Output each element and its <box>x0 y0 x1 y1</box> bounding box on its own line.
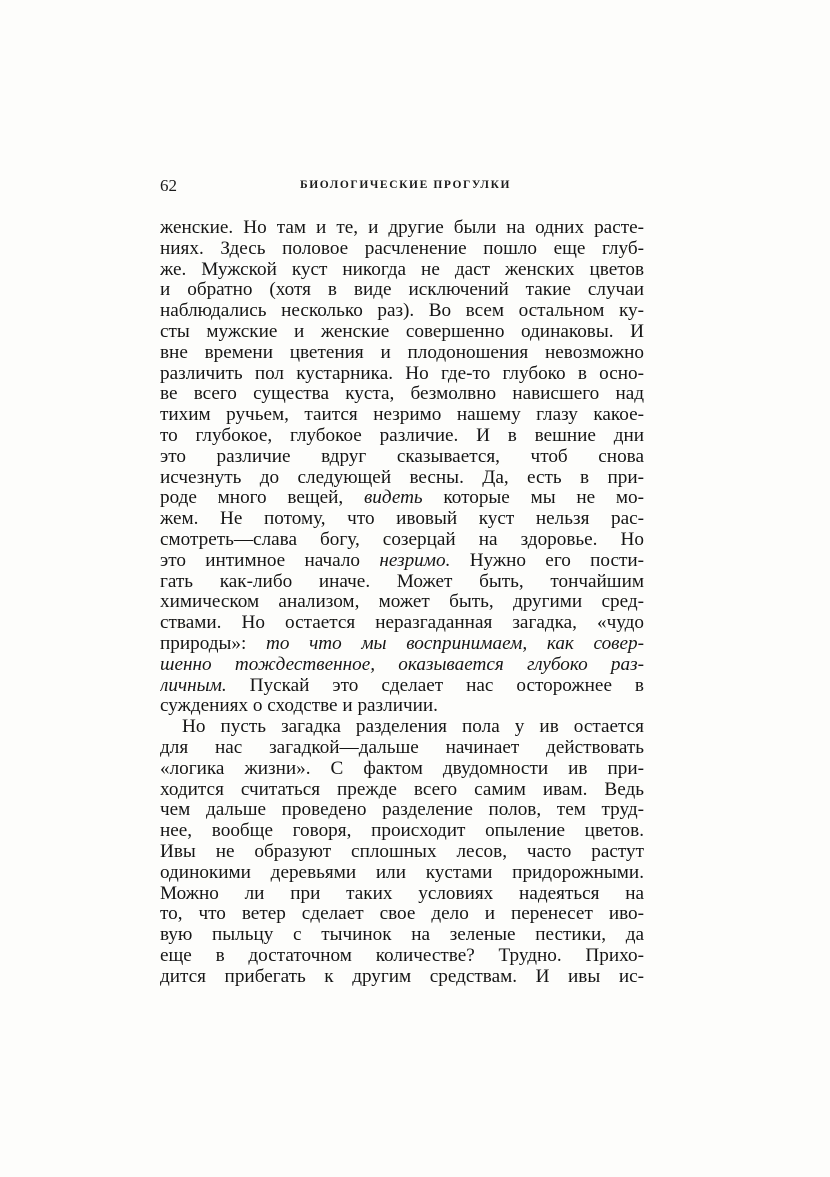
italic-emphasis: шенно тождественное, оказывается глубоко раз- <box>160 654 644 675</box>
text-line <box>160 301 644 322</box>
line-text: вне времени цветения и плодоношения невозможно <box>160 342 644 363</box>
text-line <box>160 405 644 426</box>
line-text: женские. Но там и те, и другие были на одних расте- <box>160 218 644 238</box>
text-line <box>160 821 644 842</box>
text-line <box>160 904 644 925</box>
italic-emphasis: личным. <box>160 675 227 696</box>
text-line <box>160 530 644 551</box>
line-text: вую пыльцу с тычинок на зеленые пестики, да <box>160 925 644 946</box>
text-line <box>160 717 644 738</box>
line-text: дится прибегать к другим средствам. И ивы ис- <box>160 966 644 987</box>
line-text: Ивы не образуют сплошных лесов, часто растут <box>160 841 644 862</box>
line-text: роде много вещей, <box>160 488 364 509</box>
text-line <box>160 239 644 260</box>
line-text: природы»: <box>160 633 266 654</box>
line-text: «логика жизни». С фактом двудомности ив при- <box>160 758 644 779</box>
line-text: тихим ручьем, таится незримо нашему глазу какое- <box>160 405 644 426</box>
line-text: ве всего существа куста, безмолвно нависшего над <box>160 384 644 405</box>
line-text: то глубокое, глубокое различие. И в вешние дни <box>160 425 644 446</box>
text-line <box>160 592 644 613</box>
line-text: Можно ли при таких условиях надеяться на <box>160 883 644 904</box>
text-line <box>160 842 644 863</box>
line-text: и обратно (хотя в виде исключений такие случаи <box>160 280 644 301</box>
italic-emphasis: видеть <box>363 488 423 509</box>
body-text <box>160 218 644 987</box>
text-line <box>160 572 644 593</box>
line-text: Пускай это сделает нас осторожнее в <box>226 675 644 696</box>
italic-emphasis: то что мы воспринимаем, как совер- <box>265 633 644 654</box>
text-line <box>160 967 644 988</box>
line-text: для нас загадкой—дальше начинает действовать <box>160 737 644 758</box>
line-text: ствами. Но остается неразгаданная загадка, «чудо <box>160 613 644 634</box>
text-line <box>160 655 644 676</box>
text-line <box>160 696 644 717</box>
line-text: исчезнуть до следующей весны. Да, есть в при- <box>160 467 644 488</box>
running-title: БИОЛОГИЧЕСКИЕ ПРОГУЛКИ <box>300 179 512 191</box>
text-line <box>160 634 644 655</box>
text-line <box>160 322 644 343</box>
text-line <box>160 800 644 821</box>
page-number: 62 <box>160 176 177 195</box>
line-text: ходится считаться прежде всего самим ивам. Ведь <box>160 779 644 800</box>
line-text: Но пусть загадка разделения пола у ив остается <box>182 717 644 738</box>
line-text: ниях. Здесь половое расчленение пошло еще глуб- <box>160 238 644 259</box>
page-header <box>160 176 644 200</box>
text-line <box>160 676 644 697</box>
text-line <box>160 260 644 281</box>
text-line <box>160 343 644 364</box>
line-text: еще в достаточном количестве? Трудно. Прихо- <box>160 945 644 966</box>
text-line <box>160 488 644 509</box>
line-text: Нужно его пости- <box>450 550 644 571</box>
line-text: одинокими деревьями или кустами придорожными. <box>160 862 644 883</box>
text-line <box>160 551 644 572</box>
line-text: различить пол кустарника. Но где-то глубоко в осно- <box>160 363 644 384</box>
text-line <box>160 218 644 239</box>
line-text: то, что ветер сделает свое дело и перенесет иво- <box>160 904 644 925</box>
line-text: которые мы не мо- <box>422 488 644 509</box>
line-text: гать как-либо иначе. Может быть, тончайшим <box>160 571 644 592</box>
line-text: химическом анализом, может быть, другими сред- <box>160 592 644 613</box>
text-line <box>160 613 644 634</box>
text-line <box>160 447 644 468</box>
text-line <box>160 863 644 884</box>
text-line <box>160 759 644 780</box>
line-text: жем. Не потому, что ивовый куст нельзя рас- <box>160 509 644 530</box>
line-text: же. Мужской куст никогда не даст женских цветов <box>160 259 644 280</box>
text-line <box>160 468 644 489</box>
text-line <box>160 738 644 759</box>
text-line <box>160 509 644 530</box>
line-text: это различие вдруг сказывается, чтоб снова <box>160 446 644 467</box>
line-text: наблюдались несколько раз). Во всем остальном ку- <box>160 301 644 322</box>
text-line <box>160 884 644 905</box>
line-text: чем дальше проведено разделение полов, тем труд- <box>160 800 644 821</box>
line-text: это интимное начало <box>160 550 380 571</box>
text-line <box>160 426 644 447</box>
line-text: суждениях о сходстве и различии. <box>160 696 438 717</box>
text-line <box>160 925 644 946</box>
text-line <box>160 780 644 801</box>
line-text: смотреть—слава богу, созерцай на здоровье. Но <box>160 529 644 550</box>
text-line <box>160 946 644 967</box>
text-line <box>160 384 644 405</box>
text-line <box>160 280 644 301</box>
text-line <box>160 364 644 385</box>
line-text: сты мужские и женские совершенно одинаковы. И <box>160 321 644 342</box>
italic-emphasis: незримо. <box>379 550 451 571</box>
line-text: нее, вообще говоря, происходит опыление цветов. <box>160 821 644 842</box>
